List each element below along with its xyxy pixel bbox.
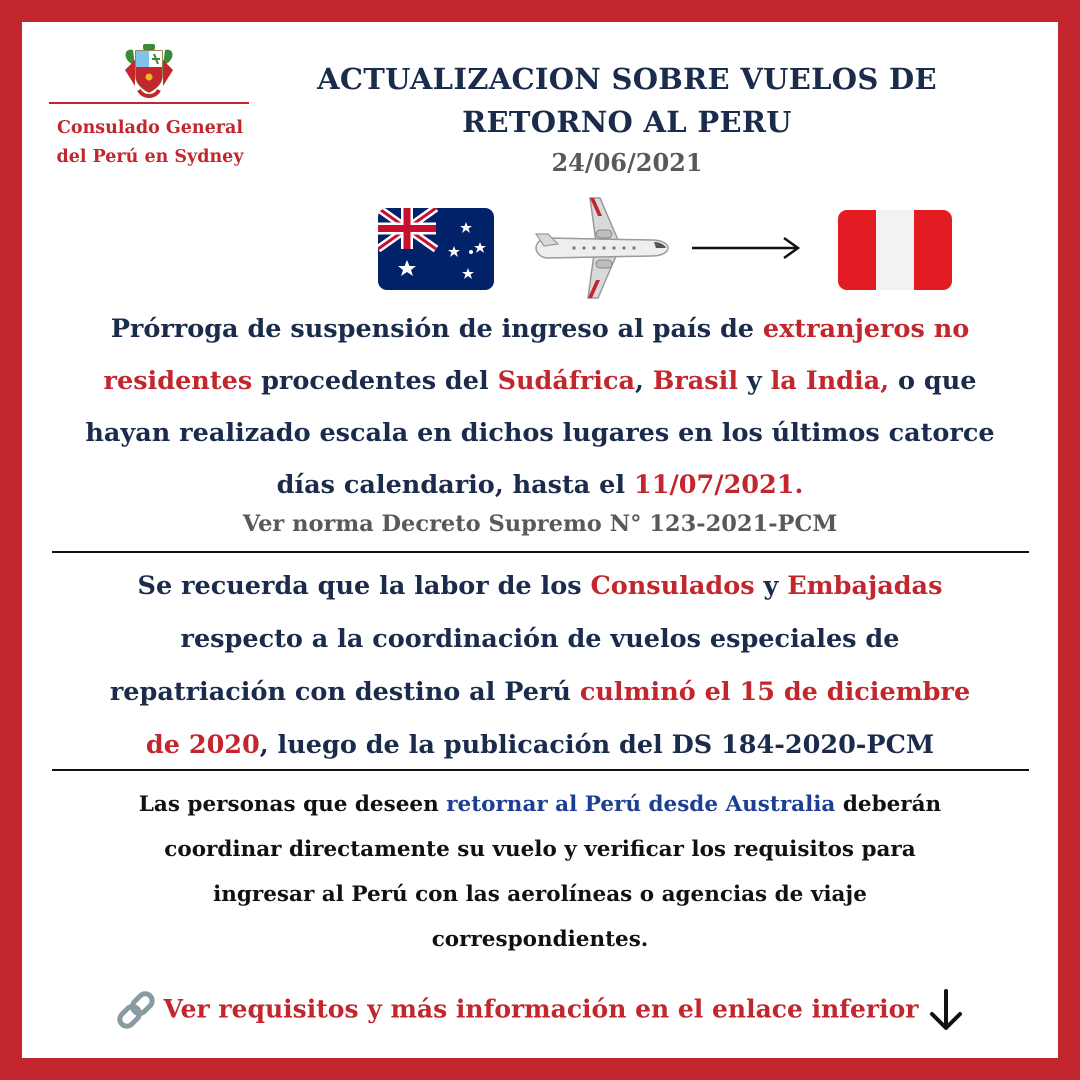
- notice-line: ingresar al Perú con las aerolíneas o agencias de viaje: [213, 882, 867, 907]
- divider: [49, 102, 249, 104]
- text-span: deberán: [835, 792, 942, 817]
- consulate-name: [37, 114, 263, 172]
- highlight-text: Brasil: [652, 366, 739, 396]
- peru-coat-of-arms-icon: [121, 42, 177, 102]
- airplane-icon: [534, 194, 670, 300]
- notice-return-instructions: [42, 782, 1038, 962]
- page-title: [262, 58, 992, 144]
- text-span: o que: [889, 366, 977, 396]
- highlight-text: 11/07/2021.: [633, 470, 804, 500]
- text-span: ,: [635, 366, 653, 396]
- arrow-right-icon: [690, 236, 802, 260]
- peru-flag-icon: [838, 210, 952, 290]
- highlight-text: retornar al Perú desde Australia: [446, 792, 836, 817]
- arrow-down-icon: [926, 988, 966, 1032]
- notice-line: [42, 666, 1038, 719]
- highlight-text: extranjeros no: [762, 314, 970, 344]
- notice-line: [42, 459, 1038, 511]
- notice-line: [42, 782, 1038, 827]
- text-span: , luego de la publicación del DS 184-2020-PCM: [259, 730, 935, 760]
- text-span: procedentes del: [252, 366, 498, 396]
- divider: [52, 551, 1029, 553]
- highlight-text: la India,: [770, 366, 890, 396]
- highlight-text: culminó el 15 de diciembre: [579, 677, 971, 707]
- notice-line: hayan realizado escala en dichos lugares en los últimos catorce: [85, 418, 995, 448]
- notice-line: correspondientes.: [431, 927, 649, 952]
- notice-extension: [42, 303, 1038, 511]
- notice-consulates: [42, 560, 1038, 772]
- text-span: repatriación con destino al Perú: [109, 677, 580, 707]
- consulate-name-line: Consulado General: [56, 118, 244, 138]
- text-span: Las personas que deseen: [138, 792, 447, 817]
- notice-line: [42, 719, 1038, 772]
- notice-line: [42, 355, 1038, 407]
- text-span: Prórroga de suspensión de ingreso al país de: [110, 314, 763, 344]
- text-span: y: [738, 366, 771, 396]
- title-line: RETORNO AL PERU: [462, 105, 792, 139]
- cta-link[interactable]: [42, 984, 1038, 1034]
- notice-line: [42, 303, 1038, 355]
- cta-text[interactable]: Ver requisitos y más información en el enlace inferior: [163, 994, 919, 1024]
- consulate-name-line: del Perú en Sydney: [56, 147, 244, 167]
- text-span: y: [754, 571, 788, 601]
- notice-line: coordinar directamente su vuelo y verificar los requisitos para: [164, 837, 916, 862]
- highlight-text: de 2020: [145, 730, 260, 760]
- highlight-text: Consulados: [590, 571, 755, 601]
- date: 24/06/2021: [551, 148, 703, 177]
- highlight-text: Sudáfrica: [497, 366, 636, 396]
- notice-card: [22, 22, 1058, 1058]
- notice-line: respecto a la coordinación de vuelos especiales de: [180, 624, 900, 654]
- australia-flag-icon: [378, 208, 494, 290]
- title-line: ACTUALIZACION SOBRE VUELOS DE: [317, 62, 937, 96]
- highlight-text: Embajadas: [787, 571, 943, 601]
- text-span: Se recuerda que la labor de los: [137, 571, 591, 601]
- norma-reference: Ver norma Decreto Supremo N° 123-2021-PCM: [242, 511, 838, 537]
- notice-line: [42, 560, 1038, 613]
- highlight-text: residentes: [103, 366, 253, 396]
- text-span: días calendario, hasta el: [276, 470, 634, 500]
- divider: [52, 769, 1029, 771]
- link-icon: [114, 990, 158, 1030]
